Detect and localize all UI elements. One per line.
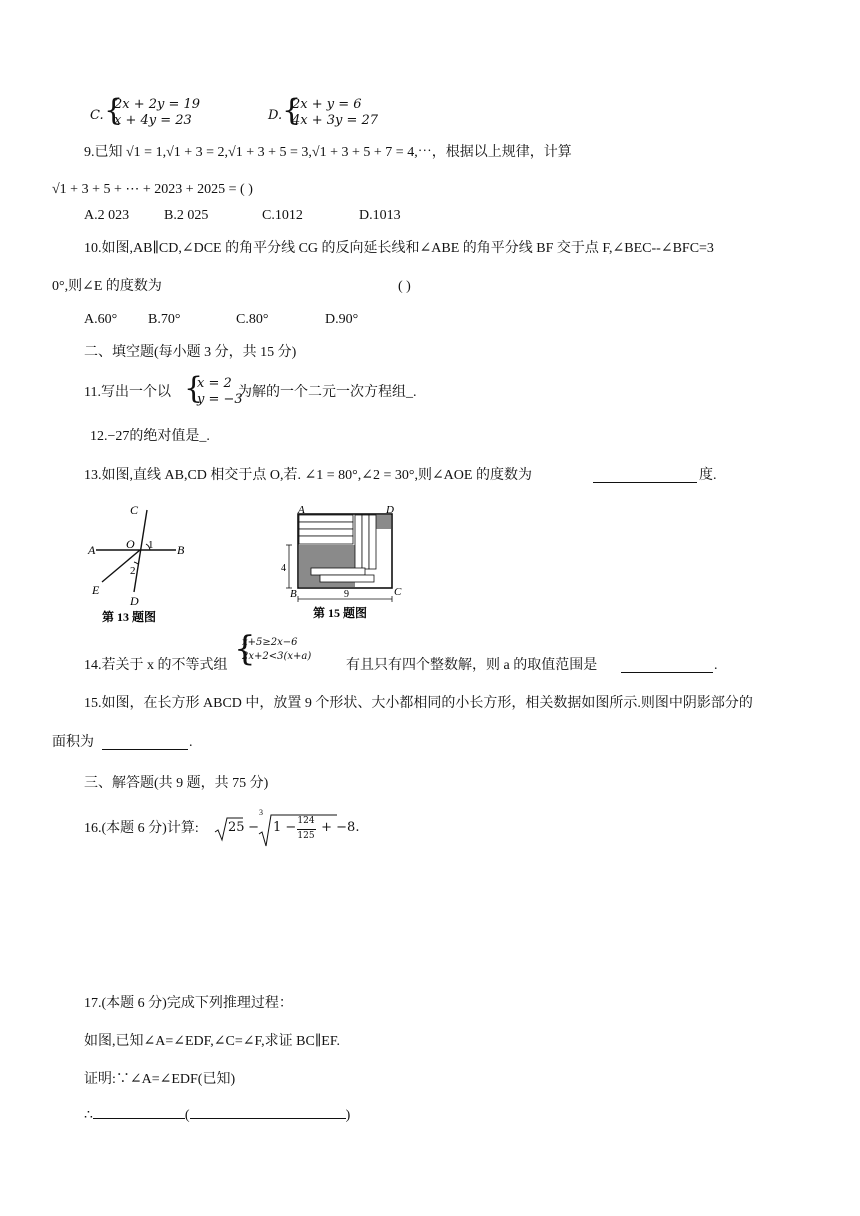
q16-prefix: 16.(本题 6 分)计算:: [84, 821, 199, 836]
q14-period: .: [714, 658, 718, 673]
fig15-small-rect: [355, 515, 362, 569]
q14-answer-blank: [621, 672, 713, 673]
q15-period: .: [189, 735, 193, 750]
q8-option-c-system: [114, 97, 200, 129]
q8-option-d-brace: {: [282, 93, 302, 128]
q8-option-d-system: [292, 97, 378, 129]
fig13-label-b: B: [177, 543, 185, 557]
q8-option-d-label: D.: [268, 108, 283, 123]
q15-line1: 15.如图，在长方形 ABCD 中，放置 9 个形状、大小都相同的小长方形，相关数据如图所示.则图中阴影部分的: [84, 696, 753, 711]
q16-sqrt-arg: 25: [228, 820, 245, 835]
q10-option-b: B.70°: [148, 312, 181, 327]
q17-reason-blank: [190, 1118, 346, 1119]
q13-text: 13.如图,直线 AB,CD 相交于点 O,若. ∠1 = 80°,∠2 = 30°,则∠AOE 的度数为: [84, 468, 532, 483]
q17-therefore-line: [84, 1107, 350, 1125]
q12-text: 12.−27的绝对值是_.: [90, 429, 210, 444]
fig15-label-4: 4: [281, 563, 286, 574]
q17-given: 如图,已知∠A=∠EDF,∠C=∠F,求证 BC∥EF.: [84, 1034, 341, 1049]
fig13-label-1: 1: [148, 539, 154, 551]
q11-brace: {: [184, 371, 204, 406]
fig15-shade-right: [376, 515, 391, 529]
fig15-small-rect: [299, 529, 353, 536]
fig15-label-d: D: [386, 504, 394, 516]
fig13-label-a: A: [88, 543, 96, 557]
q16-frac-num: 124: [297, 816, 315, 826]
fig15-small-rect: [299, 536, 353, 544]
q14-suffix: 有且只有四个整数解，则 a 的取值范围是: [346, 658, 598, 673]
q8-option-c-eq1: 2x + 2y = 19: [114, 97, 201, 112]
q17-proof-line1: 证明:∵∠A=∠EDF(已知): [84, 1072, 236, 1087]
q14-prefix: 14.若关于 x 的不等式组: [84, 658, 228, 673]
q17-paren-open: (: [184, 1108, 190, 1123]
fig13-label-e: E: [92, 583, 100, 597]
q10-stem-line1: 10.如图,AB∥CD,∠DCE 的角平分线 CG 的反向延长线和∠ABE 的角平分线 BF 交于点 F,∠BEC--∠BFC=3: [84, 241, 714, 256]
q14-ineq1: x+5≥2x−6: [242, 637, 298, 648]
q10-option-a: A.60°: [84, 312, 118, 327]
q8-option-d-eq1: 2x + y = 6: [292, 97, 362, 112]
q8-option-c-brace: {: [104, 93, 124, 128]
q9-option-c: C.1012: [262, 208, 303, 223]
q16-frac-bar: [297, 829, 316, 830]
fig15-label-c: C: [394, 586, 402, 598]
section3-title: 三、解答题(共 9 题，共 75 分): [84, 776, 269, 791]
fig13-caption: 第 13 题图: [102, 610, 157, 624]
fig15-caption: 第 15 题图: [313, 606, 368, 620]
q10-answer-paren: ( ): [398, 279, 411, 294]
q15-line2: 面积为: [52, 735, 94, 750]
q16-tail: + −8.: [317, 820, 360, 835]
q14-brace: {: [234, 629, 256, 669]
fig15-small-rect: [362, 515, 369, 569]
q16-expression: [213, 808, 473, 848]
fig15-label-b: B: [290, 588, 297, 600]
q16-one-minus: 1 −: [273, 820, 301, 835]
q10-stem-line2: 0°,则∠E 的度数为: [52, 279, 162, 294]
q9-option-b: B.2 025: [164, 208, 209, 223]
q9-option-a: A.2 023: [84, 208, 130, 223]
section2-title: 二、填空题(每小题 3 分，共 15 分): [84, 345, 297, 360]
fig15-label-a: A: [298, 504, 305, 516]
q11-eq1: x = 2: [197, 376, 232, 391]
fig13-line-cd: [134, 510, 147, 592]
q11-suffix: 为解的一个二元一次方程组_.: [238, 385, 417, 400]
q13-suffix: 度.: [699, 468, 717, 483]
q8-option-d-eq2: 4x + 3y = 27: [292, 113, 379, 128]
figure-13: [86, 502, 206, 626]
q11-system: [197, 376, 243, 408]
q14-inequality-system: [242, 636, 311, 664]
q9-stem-line1: 9.已知 √1 = 1,√1 + 3 = 2,√1 + 3 + 5 = 3,√1 + 3 + 5 + 7 = 4,⋯，根据以上规律，计算: [84, 145, 572, 160]
fig15-small-rect: [320, 575, 374, 582]
q9-stem-line2: √1 + 3 + 5 + ⋯ + 2023 + 2025 = ( ): [52, 182, 253, 197]
q13-answer-blank: [593, 482, 697, 483]
q10-option-d: D.90°: [325, 312, 359, 327]
q17-paren-close: ): [345, 1108, 351, 1123]
q17-title: 17.(本题 6 分)完成下列推理过程：: [84, 996, 293, 1011]
q17-therefore-symbol: ∴: [84, 1108, 93, 1123]
fig13-label-2: 2: [130, 565, 136, 577]
fig13-label-o: O: [126, 537, 135, 551]
q9-option-d: D.1013: [359, 208, 401, 223]
fig13-angle2-arc: [134, 562, 138, 564]
fig15-label-9: 9: [344, 589, 349, 600]
q16-cbrt-index: 3: [259, 808, 263, 817]
q8-option-c-label: C.: [90, 108, 104, 123]
figure-15: [280, 502, 410, 626]
q15-answer-blank: [102, 749, 188, 750]
q17-answer-blank: [93, 1118, 185, 1119]
q14-ineq2: 2x+2<3(x+a): [242, 651, 312, 662]
q11-eq2: y = −3: [197, 392, 243, 407]
q16-frac-den: 125: [297, 831, 315, 841]
q11-prefix: 11.写出一个以: [84, 385, 171, 400]
fig13-label-d: D: [130, 594, 139, 608]
fig13-label-c: C: [130, 503, 139, 517]
fig15-small-rect: [311, 568, 365, 575]
q16-minus: −: [244, 820, 264, 835]
fig15-small-rect: [299, 522, 353, 529]
q8-option-c-eq2: x + 4y = 23: [114, 113, 192, 128]
q10-option-c: C.80°: [236, 312, 269, 327]
fig15-small-rect: [299, 515, 353, 522]
fig15-small-rect: [369, 515, 376, 569]
